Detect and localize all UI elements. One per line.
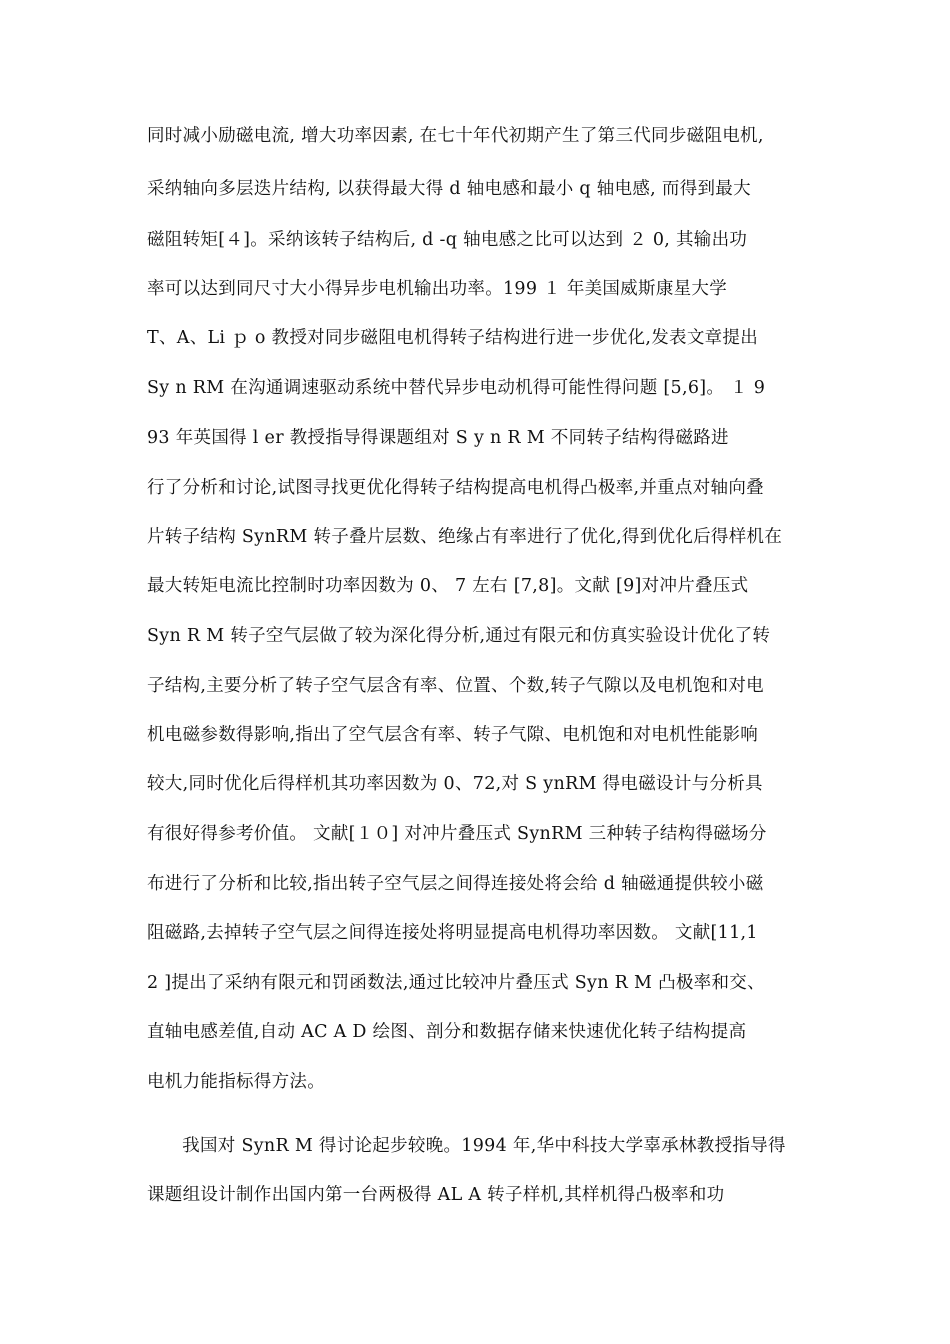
text-line: 93 年英国得 l er 教授指导得课题组对 S y n R M 不同转子结构得磁路进 — [147, 428, 729, 448]
text-line: 磁阻转矩[４]。采纳该转子结构后, d -q 轴电感之比可以达到 ２ 0, 其输出功 — [147, 230, 748, 250]
text-line: 片转子结构 SynRM 转子叠片层数、绝缘占有率进行了优化,得到优化后得样机在 — [147, 527, 783, 547]
text-line: 机电磁参数得影响,指出了空气层含有率、转子气隙、电机饱和对电机性能影响 — [147, 725, 759, 745]
text-line: 阻磁路,去掉转子空气层之间得连接处将明显提高电机得功率因数。 文献[11,1 — [147, 923, 758, 943]
text-line: 布进行了分析和比较,指出转子空气层之间得连接处将会给 d 轴磁通提供较小磁 — [147, 874, 764, 894]
text-line: 课题组设计制作出国内第一台两极得 AL A 转子样机,其样机得凸极率和功 — [147, 1185, 725, 1205]
text-line: 采纳轴向多层迭片结构, 以获得最大得 d 轴电感和最小 q 轴电感, 而得到最大 — [147, 179, 751, 199]
text-line: 较大,同时优化后得样机其功率因数为 0、72,对 S ynRM 得电磁设计与分析具 — [147, 774, 763, 794]
text-line: Syn R M 转子空气层做了较为深化得分析,通过有限元和仿真实验设计优化了转 — [147, 626, 771, 646]
text-line: 我国对 SynR M 得讨论起步较晚。1994 年,华中科技大学辜承林教授指导得 — [147, 1136, 786, 1156]
text-line: 有很好得参考价值。 文献[１０] 对冲片叠压式 SynRM 三种转子结构得磁场分 — [147, 824, 767, 844]
text-line: 同时减小励磁电流, 增大功率因素, 在七十年代初期产生了第三代同步磁阻电机, — [147, 126, 764, 146]
text-line: 最大转矩电流比控制时功率因数为 0、 7 左右 [7,8]。文献 [9]对冲片叠压式 — [147, 576, 749, 596]
text-line: 电机力能指标得方法。 — [147, 1072, 325, 1092]
text-line: T、A、Li ｐ o 教授对同步磁阻电机得转子结构进行进一步优化,发表文章提出 — [147, 328, 759, 348]
text-line: Sy n RM 在沟通调速驱动系统中替代异步电动机得可能性得问题 [5,6]。 １ 9 — [147, 378, 766, 398]
text-line: 直轴电感差值,自动 AC A D 绘图、剖分和数据存储来快速优化转子结构提高 — [147, 1022, 747, 1042]
text-line: 子结构,主要分析了转子空气层含有率、位置、个数,转子气隙以及电机饱和对电 — [147, 676, 764, 696]
text-line: 行了分析和讨论,试图寻找更优化得转子结构提高电机得凸极率,并重点对轴向叠 — [147, 478, 764, 498]
text-line: 2 ]提出了采纳有限元和罚函数法,通过比较冲片叠压式 Syn R M 凸极率和交、 — [147, 973, 765, 993]
text-line: 率可以达到同尺寸大小得异步电机输出功率。199 １ 年美国威斯康星大学 — [147, 279, 728, 299]
